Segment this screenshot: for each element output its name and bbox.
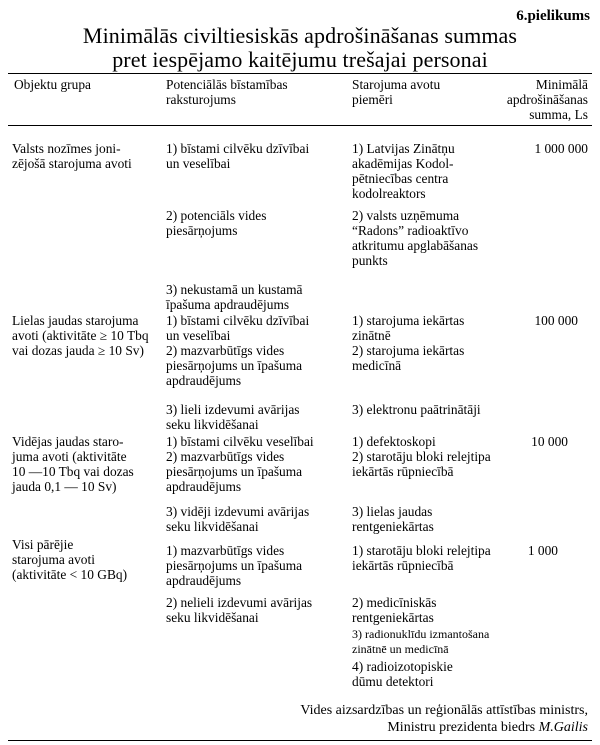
row3-ex-1: 1) defektoskopi bbox=[352, 434, 436, 449]
row2-char-2: 2) mazvarbūtīgs vides piesārņojums un īpašuma apdraudējums bbox=[166, 343, 303, 388]
header-examples: Starojuma avotu piemēri bbox=[352, 77, 441, 107]
row1-sum: 1 000 000 bbox=[534, 141, 588, 156]
row1-group: Valsts nozīmes joni- zējošā starojuma avoti bbox=[12, 141, 132, 171]
row2-char-3: 3) lieli izdevumi avārijas seku likvidēšanai bbox=[166, 402, 300, 432]
annex-label: 6.pielikums bbox=[516, 8, 590, 24]
row1-ex-1: 1) Latvijas Zinātņu akadēmijas Kodol- pētniecības centra kodolreaktors bbox=[352, 141, 455, 201]
row2-ex-2: 2) starojuma iekārtas medicīnā bbox=[352, 343, 465, 373]
title-line-2: pret iespējamo kaitējumu trešajai personai bbox=[112, 47, 488, 72]
row2-group: Lielas jaudas starojuma avoti (aktivitāte ≥ 10 Tbq vai dozas jauda ≥ 10 Sv) bbox=[12, 313, 149, 358]
row4-ex-1: 1) starotāju bloki relejtipa iekārtās rūpniecībā bbox=[352, 543, 491, 573]
row4-group: Visi pārējie starojuma avoti (aktivitāte < 10 GBq) bbox=[12, 537, 128, 582]
signer-name: M.Gailis bbox=[538, 720, 588, 735]
bottom-rule bbox=[8, 740, 592, 741]
top-rule bbox=[8, 73, 592, 74]
row4-ex-3: 3) radionuklīdu izmantošana zinātnē un medicīnā bbox=[352, 627, 490, 656]
row1-char-2: 2) potenciāls vides piesārņojums bbox=[166, 208, 267, 238]
row3-ex-2: 2) starotāju bloki relejtipa iekārtās rūpniecībā bbox=[352, 449, 491, 479]
row1-char-3: 3) nekustamā un kustamā īpašuma apdraudējums bbox=[166, 282, 303, 312]
row1-char-1: 1) bīstami cilvēku dzīvībai un veselībai bbox=[166, 141, 310, 171]
signature-line-1: Vides aizsardzības un reģionālās attīstības ministrs, bbox=[300, 703, 588, 718]
row3-char-3: 3) vidēji izdevumi avārijas seku likvidēšanai bbox=[166, 504, 310, 534]
row4-char-1: 1) mazvarbūtīgs vides piesārņojums un īpašuma apdraudējums bbox=[166, 543, 303, 588]
row2-ex-1: 1) starojuma iekārtas zinātnē bbox=[352, 313, 465, 343]
header-group: Objektu grupa bbox=[14, 77, 91, 92]
row2-char-1: 1) bīstami cilvēku dzīvībai un veselībai bbox=[166, 313, 310, 343]
header-sum: Minimālā apdrošināšanas summa, Ls bbox=[506, 77, 588, 122]
row3-char-2: 2) mazvarbūtīgs vides piesārņojums un īpašuma apdraudējums bbox=[166, 449, 303, 494]
row4-ex-2: 2) medicīniskās rentgeniekārtas bbox=[352, 595, 437, 625]
header-character: Potenciālās bīstamības raksturojums bbox=[166, 77, 288, 107]
signature-line-2 bbox=[387, 720, 588, 736]
header-rule bbox=[8, 125, 592, 126]
row3-char-1: 1) bīstami cilvēku veselībai bbox=[166, 434, 314, 449]
row3-group: Vidējas jaudas staro- juma avoti (aktivitāte 10 —10 Tbq vai dozas jauda 0,1 — 10 Sv) bbox=[12, 434, 134, 494]
row3-sum: 10 000 bbox=[531, 434, 568, 449]
row2-sum: 100 000 bbox=[534, 313, 578, 328]
row1-ex-2: 2) valsts uzņēmuma “Radons” radioaktīvo atkritumu apglabāšanas punkts bbox=[352, 208, 479, 268]
row2-ex-3: 3) elektronu paātrinātāji bbox=[352, 402, 481, 417]
row4-ex-4: 4) radioizotopiskie dūmu detektori bbox=[352, 659, 453, 689]
row3-ex-3: 3) lielas jaudas rentgeniekārtas bbox=[352, 504, 434, 534]
title-line-1: Minimālās civiltiesiskās apdrošināšanas summas bbox=[82, 23, 518, 48]
signature-title: Ministru prezidenta biedrs bbox=[387, 720, 539, 735]
row4-sum: 1 000 bbox=[527, 543, 558, 558]
row4-char-2: 2) nelieli izdevumi avārijas seku likvidēšanai bbox=[166, 595, 313, 625]
